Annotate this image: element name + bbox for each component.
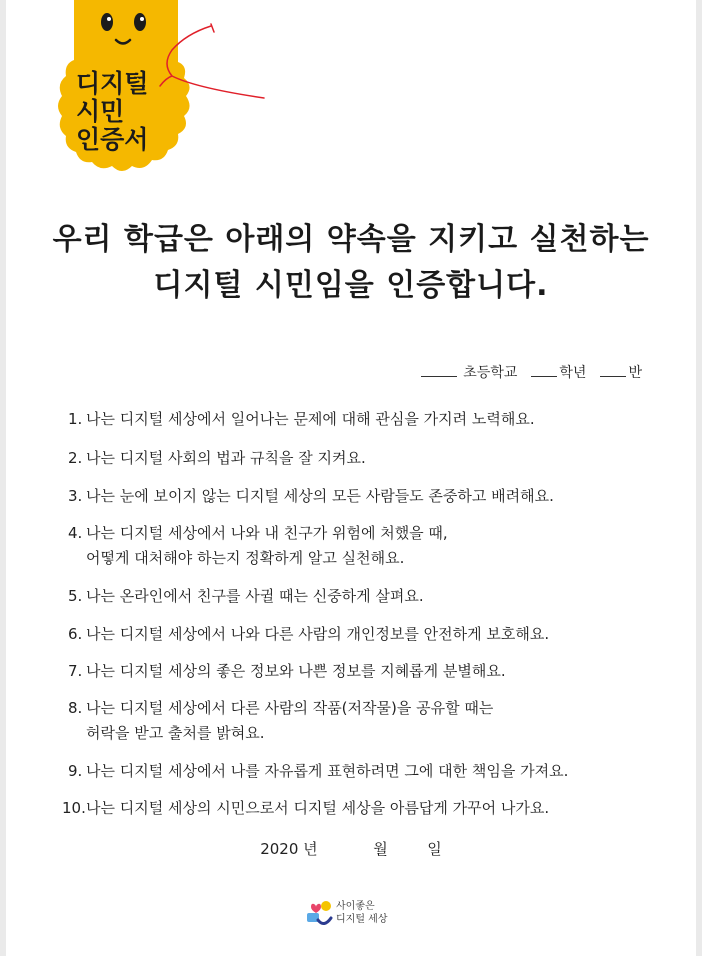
heart-and-dots-logo-icon xyxy=(304,898,334,928)
pledge-text: 나는 디지털 세상의 좋은 정보와 나쁜 정보를 지혜롭게 분별해요. xyxy=(86,662,506,680)
pledge-text: 나는 디지털 세상에서 다른 사람의 작품(저작물)을 공유할 때는 xyxy=(86,699,494,717)
date-line xyxy=(6,838,696,859)
pledge-number: 10. xyxy=(62,799,86,817)
class-blank xyxy=(600,375,626,377)
pledge-number: 3. xyxy=(68,487,83,505)
date-month: 월 xyxy=(373,840,388,858)
pledge-item xyxy=(62,796,549,821)
pledge-number: 9. xyxy=(68,762,83,780)
school-label: 초등학교 xyxy=(463,365,518,381)
pledge-text: 나는 디지털 세상의 시민으로서 디지털 세상을 아름답게 가꾸어 나가요. xyxy=(86,799,550,817)
badge-title-line-1: 디지털 xyxy=(76,69,149,98)
headline-line-2: 디지털 시민임을 인증합니다. xyxy=(153,268,549,303)
pledge-item xyxy=(62,584,424,609)
headline-line-1: 우리 학급은 아래의 약속을 지키고 실천하는 xyxy=(52,222,650,257)
pledge-item xyxy=(62,696,493,746)
certificate-page xyxy=(6,0,696,956)
grade-label: 학년 xyxy=(559,365,587,381)
class-label: 반 xyxy=(628,365,642,381)
pledge-text: 나는 디지털 세상에서 나와 내 친구가 위험에 처했을 때, xyxy=(86,524,448,542)
pledge-number: 7. xyxy=(68,662,83,680)
pledge-text: 나는 눈에 보이지 않는 디지털 세상의 모든 사람들도 존중하고 배려해요. xyxy=(86,487,554,505)
pledge-item xyxy=(62,622,549,647)
logo-text-line-2: 디지털 세상 xyxy=(336,914,388,925)
certificate-headline xyxy=(6,217,696,309)
school-grade-class-line xyxy=(421,362,642,382)
pledge-number: 4. xyxy=(68,524,83,542)
pledge-text: 나는 디지털 세상에서 나와 다른 사람의 개인정보를 안전하게 보호해요. xyxy=(86,625,550,643)
date-day: 일 xyxy=(427,840,442,858)
pledge-number: 6. xyxy=(68,625,83,643)
pledge-text: 나는 디지털 세상에서 일어나는 문제에 대해 관심을 가지려 노력해요. xyxy=(86,410,535,428)
badge-left-eye xyxy=(101,13,113,31)
pledge-item xyxy=(62,759,568,784)
pledge-text-continued: 허락을 받고 출처를 밝혀요. xyxy=(86,724,265,742)
pledge-text: 나는 디지털 세상에서 나를 자유롭게 표현하려면 그에 대한 책임을 가져요. xyxy=(86,762,569,780)
logo-text-line-1: 사이좋은 xyxy=(336,901,375,912)
pledge-item xyxy=(62,407,535,432)
badge-title-line-3: 인증서 xyxy=(76,125,149,154)
pledge-number: 1. xyxy=(68,410,83,428)
footer-logo xyxy=(304,898,414,934)
grade-blank xyxy=(531,375,557,377)
pledge-number: 8. xyxy=(68,699,83,717)
pledge-text-continued: 어떻게 대처해야 하는지 정확하게 알고 실천해요. xyxy=(86,549,405,567)
red-pen-scribble xyxy=(126,20,276,110)
pledge-item xyxy=(62,484,554,509)
pledge-item xyxy=(62,446,366,471)
pledge-text: 나는 디지털 사회의 법과 규칙을 잘 지켜요. xyxy=(86,449,366,467)
pledge-item xyxy=(62,659,506,684)
date-year: 2020 년 xyxy=(260,840,318,858)
logo-text xyxy=(336,900,387,926)
pledge-text: 나는 온라인에서 친구를 사귈 때는 신중하게 살펴요. xyxy=(86,587,424,605)
badge-title-line-2: 시민 xyxy=(76,97,125,126)
pledge-number: 5. xyxy=(68,587,83,605)
pledge-item xyxy=(62,521,448,571)
pledge-number: 2. xyxy=(68,449,83,467)
school-blank xyxy=(421,375,457,377)
